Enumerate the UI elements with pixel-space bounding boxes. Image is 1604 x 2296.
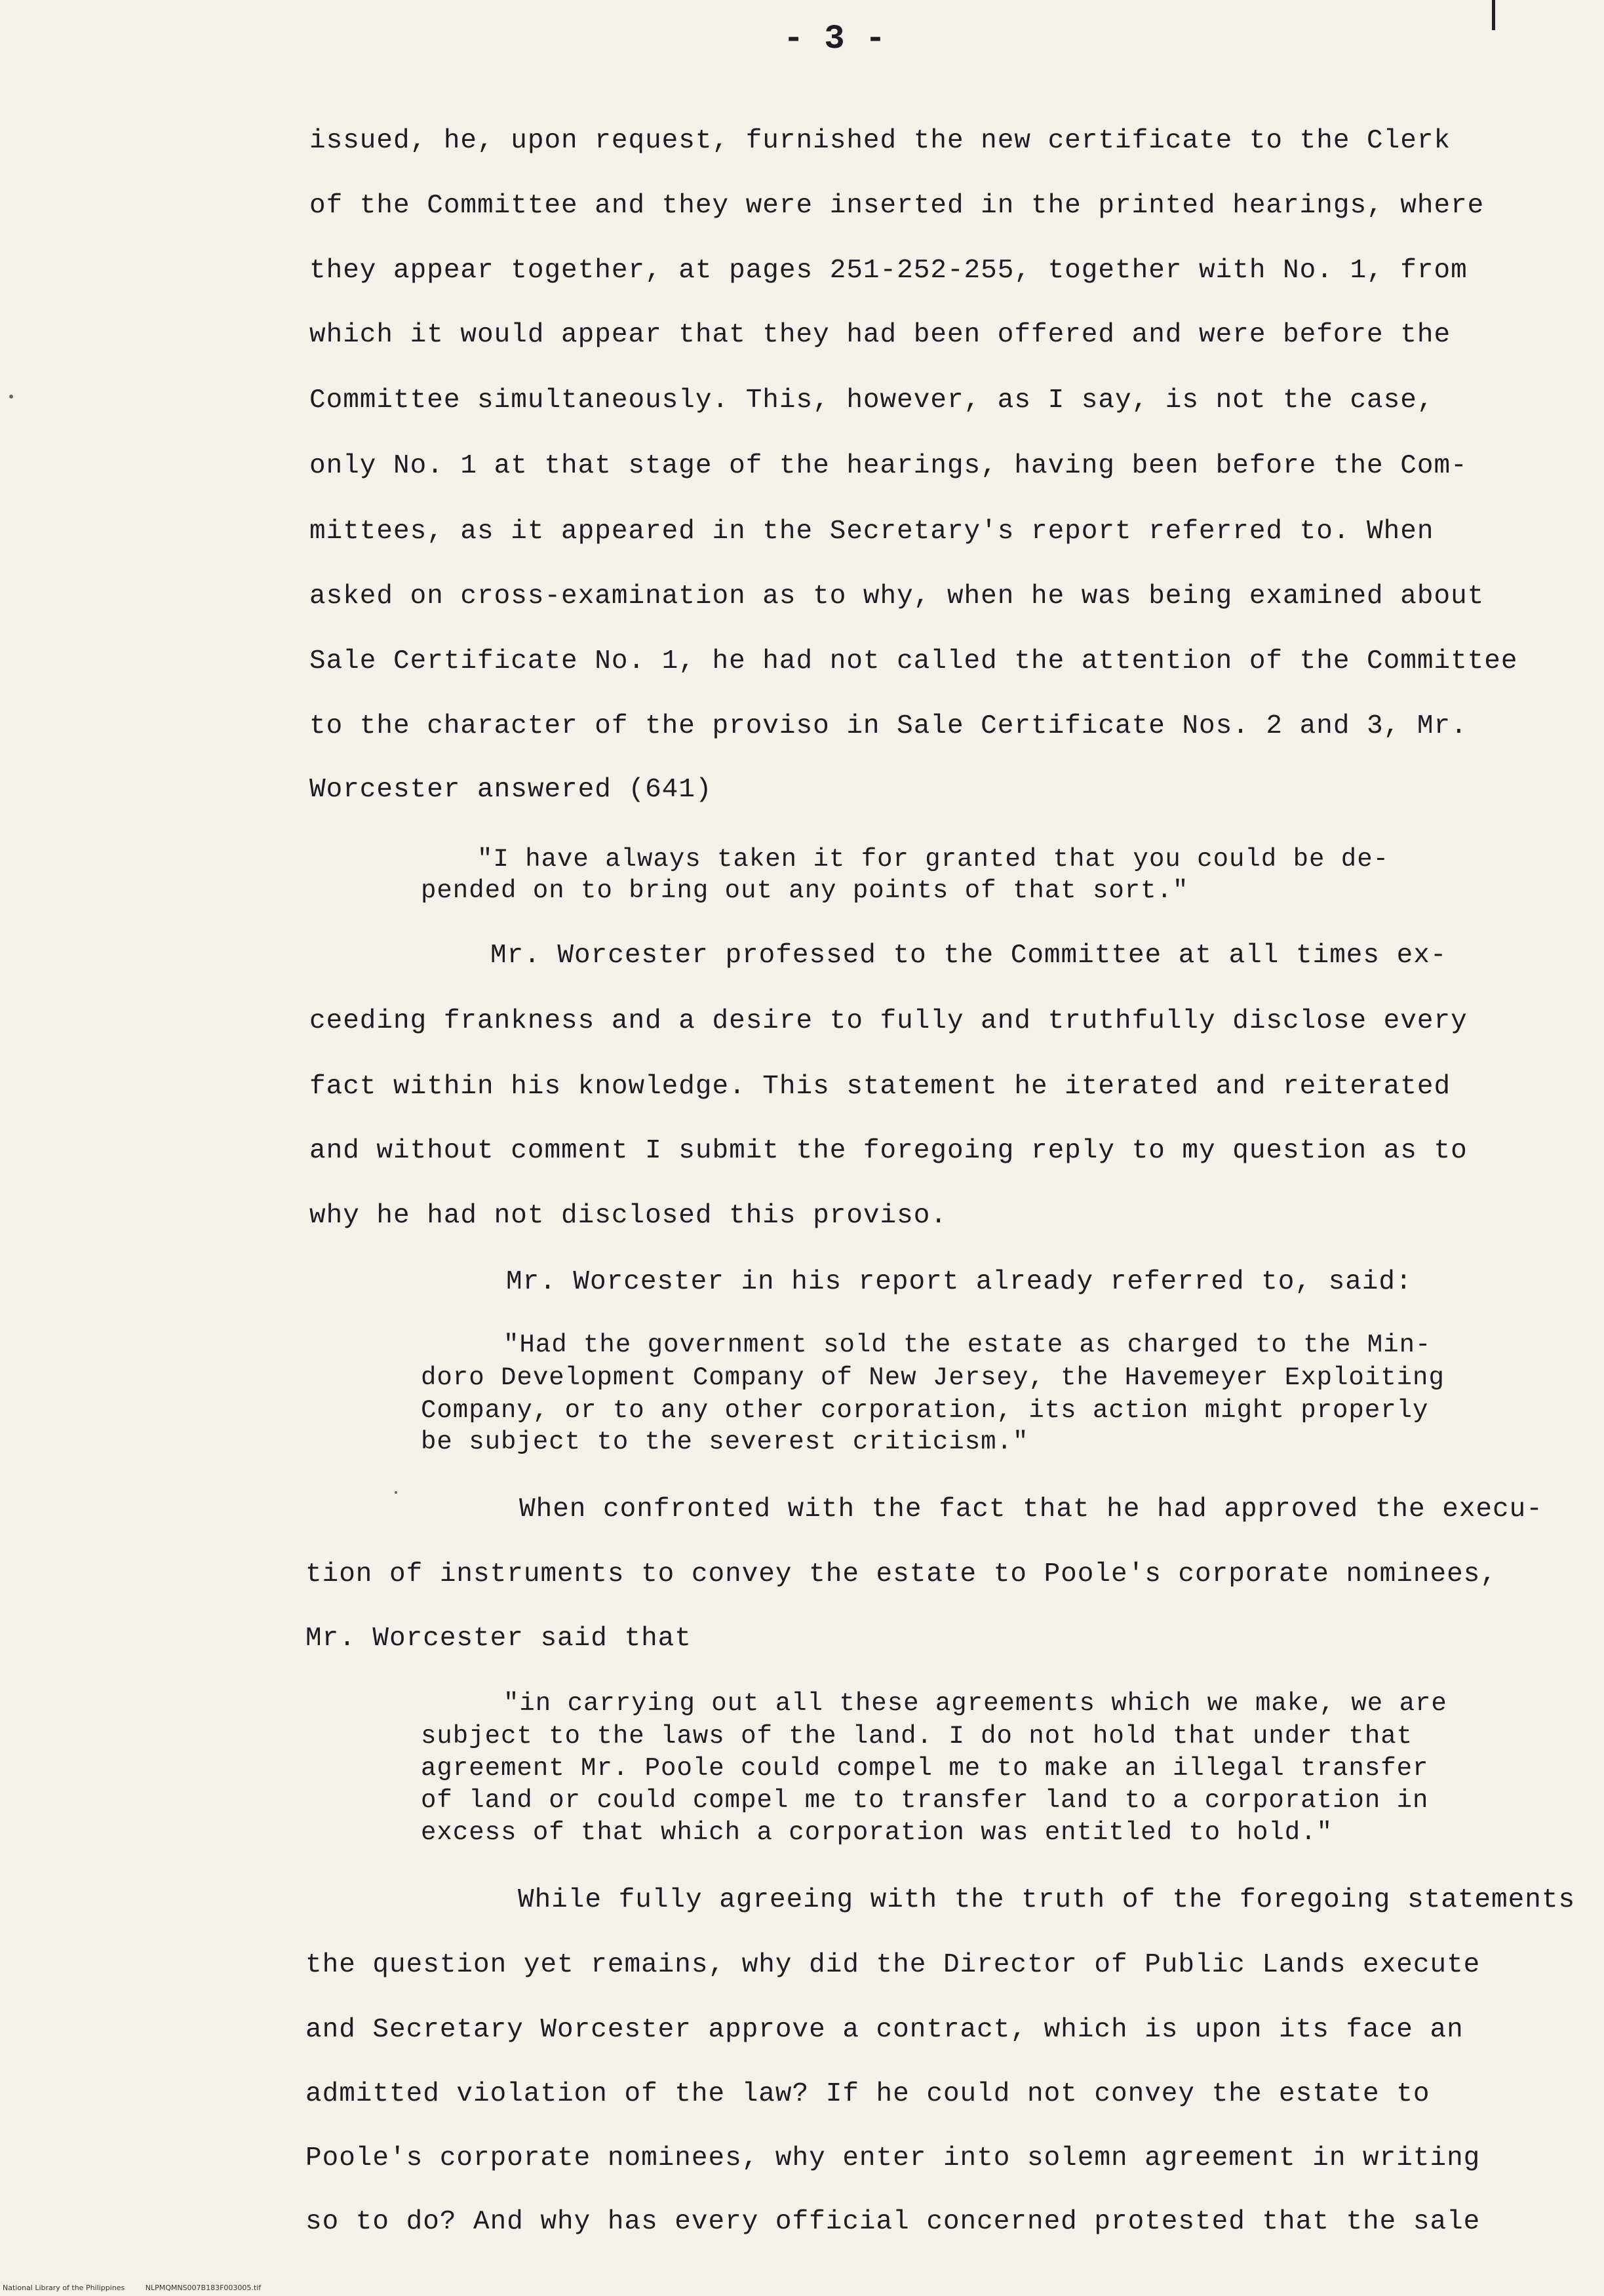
quote-line: be subject to the severest criticism." xyxy=(421,1428,1029,1456)
text-line: Poole's corporate nominees, why enter into solemn agreement in writing xyxy=(305,2143,1481,2173)
quote-line: subject to the laws of the land. I do not hold that under that xyxy=(421,1722,1413,1751)
text-line: of the Committee and they were inserted in the printed hearings, where xyxy=(309,191,1485,221)
quote-line: pended on to bring out any points of that sort." xyxy=(421,876,1189,905)
text-line: Mr. Worcester said that xyxy=(305,1624,692,1654)
text-line: which it would appear that they had been offered and were before the xyxy=(309,320,1451,350)
text-line: Committee simultaneously. This, however, as I say, is not the case, xyxy=(309,385,1434,416)
text-line: asked on cross-examination as to why, when he was being examined about xyxy=(309,581,1485,612)
text-line: mittees, as it appeared in the Secretary's report referred to. When xyxy=(309,516,1434,547)
text-line: and without comment I submit the foregoing reply to my question as to xyxy=(309,1136,1468,1166)
scan-speck xyxy=(395,1491,397,1494)
text-line: admitted violation of the law? If he could not convey the estate to xyxy=(305,2079,1430,2109)
scan-footer xyxy=(3,2284,279,2292)
text-line: Sale Certificate No. 1, he had not called the attention of the Committee xyxy=(309,646,1518,676)
text-line: When confronted with the fact that he had approved the execu- xyxy=(519,1494,1543,1525)
library-credit: National Library of the Philippines xyxy=(3,2284,125,2292)
quote-line: doro Development Company of New Jersey, the Havemeyer Exploiting xyxy=(421,1363,1445,1392)
margin-mark xyxy=(1492,0,1495,30)
scan-speck xyxy=(9,395,13,399)
text-line: to the character of the proviso in Sale Certificate Nos. 2 and 3, Mr. xyxy=(309,711,1468,741)
quote-line: "Had the government sold the estate as charged to the Min- xyxy=(503,1331,1432,1359)
quote-line: of land or could compel me to transfer land to a corporation in xyxy=(421,1786,1429,1815)
text-line: Mr. Worcester professed to the Committee at all times ex- xyxy=(490,941,1447,971)
quote-line: "I have always taken it for granted that you could be de- xyxy=(477,845,1390,874)
text-line: While fully agreeing with the truth of the foregoing statements xyxy=(518,1885,1576,1915)
text-line: why he had not disclosed this proviso. xyxy=(309,1201,947,1231)
quote-line: agreement Mr. Poole could compel me to make an illegal transfer xyxy=(421,1754,1429,1783)
page-number: - 3 - xyxy=(783,20,886,58)
quote-line: Company, or to any other corporation, its action might properly xyxy=(421,1396,1429,1425)
quote-line: excess of that which a corporation was entitled to hold." xyxy=(421,1818,1333,1847)
text-line: so to do? And why has every official concerned protested that the sale xyxy=(305,2207,1481,2237)
text-line: Worcester answered (641) xyxy=(309,775,713,805)
text-line: Mr. Worcester in his report already referred to, said: xyxy=(506,1267,1413,1297)
text-line: fact within his knowledge. This statement he iterated and reiterated xyxy=(309,1072,1451,1102)
text-line: the question yet remains, why did the Director of Public Lands execute xyxy=(305,1950,1481,1980)
text-line: ceeding frankness and a desire to fully and truthfully disclose every xyxy=(309,1006,1468,1036)
text-line: only No. 1 at that stage of the hearings, having been before the Com- xyxy=(309,451,1468,481)
text-line: tion of instruments to convey the estate to Poole's corporate nominees, xyxy=(305,1559,1497,1589)
text-line: issued, he, upon request, furnished the new certificate to the Clerk xyxy=(309,126,1451,156)
quote-line: "in carrying out all these agreements which we make, we are xyxy=(503,1689,1447,1718)
text-line: and Secretary Worcester approve a contract, which is upon its face an xyxy=(305,2015,1464,2045)
text-line: they appear together, at pages 251-252-255, together with No. 1, from xyxy=(309,256,1468,286)
file-identifier: NLPMQMNS007B183F003005.tif xyxy=(145,2284,262,2292)
